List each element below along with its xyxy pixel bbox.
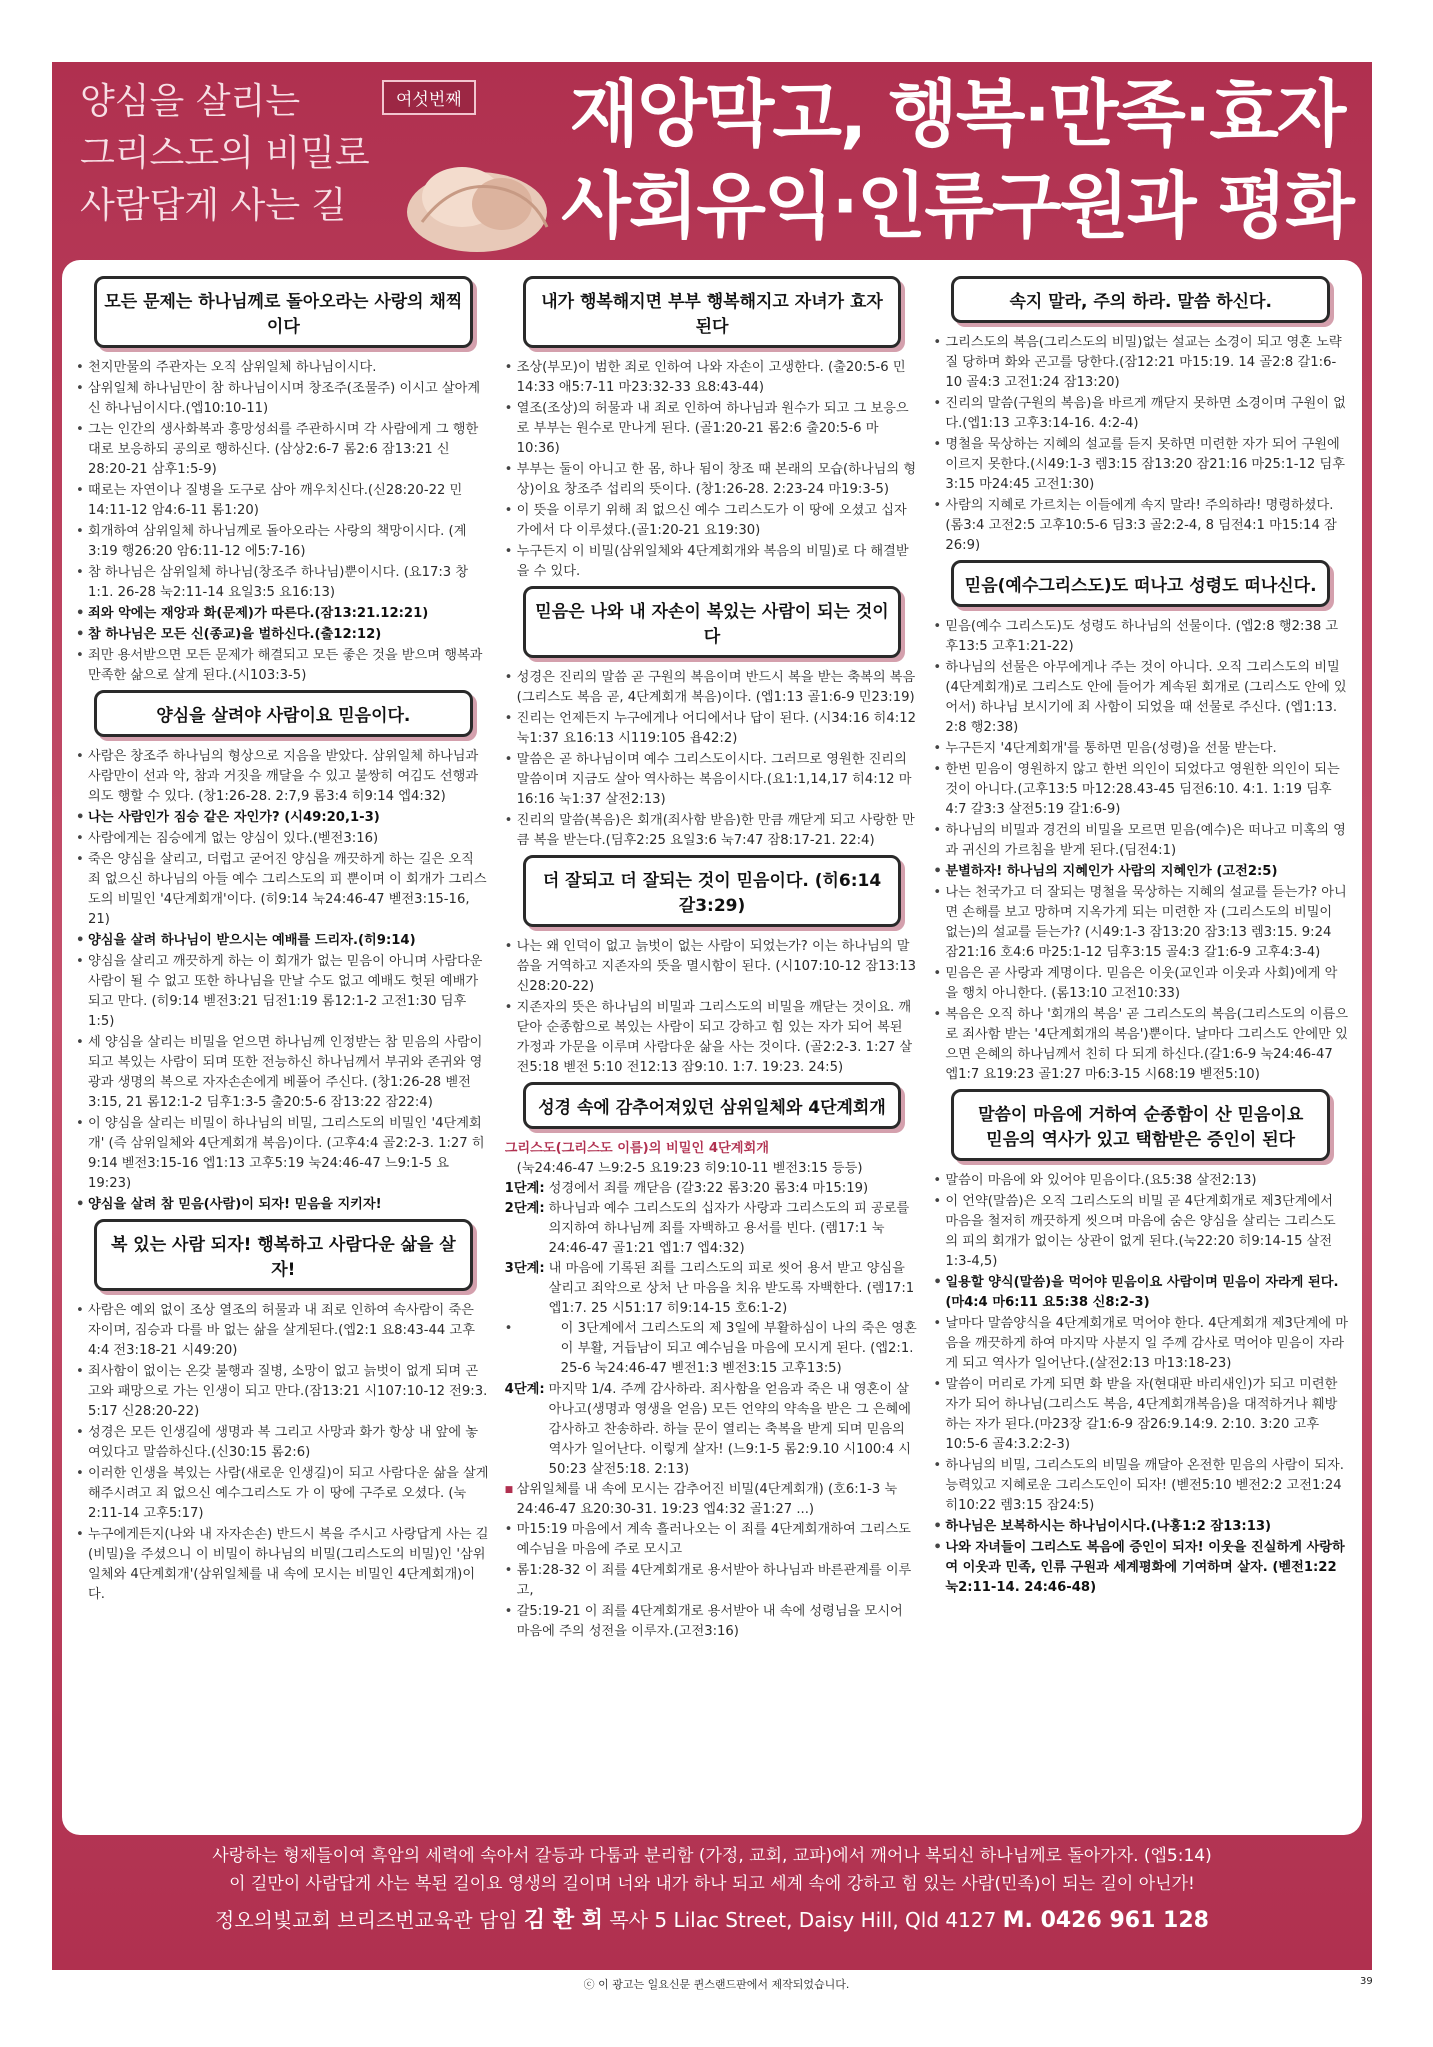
list-item: • 양심을 살려 참 믿음(사람)이 되자! 믿음을 지키자! — [76, 1195, 491, 1215]
subtitle-line: 양심을 살리는 — [80, 81, 301, 122]
list-item: • 누구든지 '4단계회개'를 통하면 믿음(성령)을 선물 받는다. — [933, 739, 1348, 759]
praying-hands-image — [382, 142, 562, 257]
step-text: 내 마음에 기록된 죄를 그리스도의 피로 씻어 용서 받고 양심을 살리고 죄악으로 상처 난 마음을 치유 받도록 자백한다. (렘17:1 엡1:7. 25 시51:17 히9:14-15 호6:1-2) — [548, 1261, 915, 1316]
section-title: 믿음은 나와 내 자손이 복있는 사람이 되는 것이다 — [523, 586, 902, 658]
footer-line: 이 길만이 사람답게 사는 복된 길이요 영생의 길이며 너와 내가 하나 되고 세계 속에 강하고 힘 있는 사람(민족)이 되는 길이 아닌가! — [229, 1874, 1195, 1894]
address: 5 Lilac Street, Daisy Hill, Qld 4127 — [654, 1908, 997, 1932]
step-3 — [505, 1259, 920, 1319]
list-item: • 진리의 말씀(복음)은 회개(죄사함 받음)한 만큼 깨닫게 되고 사랑한 만큼 복을 받는다.(딤후2:25 요일3:6 눅7:47 잠8:17-21. 22:4) — [505, 811, 920, 851]
list-item: • 부부는 둘이 아니고 한 몸, 하나 됨이 창조 때 본래의 모습(하나님의 형상)이요 창조주 섭리의 뜻이다. (창1:26-28. 2:23-24 마19:3-5) — [505, 460, 920, 500]
ad-frame — [52, 62, 1372, 1970]
section-title — [951, 1089, 1330, 1161]
column-3 — [933, 272, 1348, 1827]
list-item: • 나는 천국가고 더 잘되는 명철을 묵상하는 지혜의 설교를 듣는가? 아니면 손해를 보고 망하며 지옥가게 되는 미련한 자 (그리스도의 비밀이 없는)의 설교를 듣는가? (시49:1-3 잠13:20 잠3:13 렘3:15. 9:24 잠21:16 호4:6 마25:1-12 딤후3:15 골4:3 갈1:6-9 고후4:3-4) — [933, 883, 1348, 963]
footer — [52, 1842, 1372, 1970]
section-title: 복 있는 사람 되자! 행복하고 사람다운 삶을 살자! — [94, 1219, 473, 1291]
list-item: • 사람에게는 짐승에게 없는 양심이 있다.(벧전3:16) — [76, 829, 491, 849]
list-item: • 하나님의 선물은 아무에게나 주는 것이 아니다. 오직 그리스도의 비밀(4단계회개)로 그리스도 안에 들어가 계속된 회개로 (그리스도 안에 있어서) 하나님 보시기에 죄 사함이 되었을 때 선물로 주신다. (엡1:13. 2:8 행2:38) — [933, 658, 1348, 738]
list-item: • 믿음은 곧 사랑과 계명이다. 믿음은 이웃(교인과 이웃과 사회)에게 악을 행치 아니한다. (롬13:10 고전10:33) — [933, 964, 1348, 1004]
list-item: • 참 하나님은 삼위일체 하나님(창조주 하나님)뿐이시다. (요17:3 창1:1. 26-28 눅2:11-14 요일3:5 요16:13) — [76, 563, 491, 603]
list-item: • 열조(조상)의 허물과 내 죄로 인하여 하나님과 원수가 되고 그 보응으로 부부는 원수로 만나게 된다. (골1:20-21 롬2:6 출20:5-6 마10:36) — [505, 399, 920, 459]
list-item: • 그는 인간의 생사화복과 흥망성쇠를 주관하시며 각 사람에게 그 행한 대로 보응하되 공의로 행하신다. (삼상2:6-7 롬2:6 잠13:21 신28:20-21 삼후1:5-9) — [76, 420, 491, 480]
section-title: 더 잘되고 더 잘되는 것이 믿음이다. (히6:14 갈3:29) — [523, 855, 902, 927]
red-heading: 그리스도(그리스도 이름)의 비밀인 4단계회개 — [504, 1141, 769, 1156]
step-text: 마지막 1/4. 주께 감사하라. 죄사함을 얻음과 죽은 내 영혼이 살아나고(생명과 영생을 얻음) 모든 언약의 약속을 받은 그 은혜에 감사하고 찬송하라. 하늘 문이 열리는 축복을 받게 되며 믿음의 역사가 일어난다. 이렇게 살자! (느9:1-5 롬2:9.10 시100:4 시50:23 살전5:18. 2:13) — [548, 1382, 912, 1477]
section-title: 양심을 살려야 사람이요 믿음이다. — [94, 690, 473, 737]
list-item: • 말씀이 마음에 와 있어야 믿음이다.(요5:38 살전2:13) — [933, 1171, 1348, 1191]
list-item: • 한번 믿음이 영원하지 않고 한번 의인이 되었다고 영원한 의인이 되는 것이 아니다.(고후13:5 마12:28.43-45 딤전6:10. 4:1. 1:19 딤후4:7 갈3:3 살전5:19 갈1:6-9) — [933, 760, 1348, 820]
subtitle — [80, 76, 400, 232]
header — [52, 62, 1372, 260]
list-item: • 양심을 살리고 깨끗하게 하는 이 회개가 없는 믿음이 아니며 사람다운 사람이 될 수 없고 또한 하나님을 만날 수도 없고 예배도 헛된 예배가 되고 만다. (히9:14 벧전3:21 딤전1:19 롬12:1-2 고전1:30 딤후1:5) — [76, 952, 491, 1032]
list-item: • 일용할 양식(말씀)을 먹어야 믿음이요 사람이며 믿음이 자라게 된다.(마4:4 마6:11 요5:38 신8:2-3) — [933, 1273, 1348, 1313]
headline-line: 사회유익·인류구원과 평화 — [561, 164, 1353, 248]
list-item: • 복음은 오직 하나 '회개의 복음' 곧 그리스도의 복음(그리스도의 이름으로 죄사함 받는 '4단계회개의 복음')뿐이다. 날마다 그리스도 안에만 있으면 은혜의 하나님께서 친히 다 되게 하신다.(갈1:6-9 눅24:46-47 엡1:7 요19:23 골1:27 마6:3-15 시68:19 벧전5:10) — [933, 1005, 1348, 1085]
list-item: • 누구에게든지(나와 내 자자손손) 반드시 복을 주시고 사랑답게 사는 길(비밀)을 주셨으니 이 비밀이 하나님의 비밀(그리스도의 비밀)인 '삼위일체와 4단계회개'(삼위일체를 내 속에 모시는 비밀인 4단계회개)이다. — [76, 1525, 491, 1605]
step-4 — [505, 1380, 920, 1480]
step-1 — [505, 1179, 920, 1199]
list-item: • 천지만물의 주관자는 오직 삼위일체 하나님이시다. — [76, 358, 491, 378]
credit-line: ⓒ 이 광고는 일요신문 퀸스랜드판에서 제작되었습니다. — [583, 1978, 850, 1991]
list-item: • 죄와 악에는 재앙과 화(문제)가 따른다.(잠13:21.12:21) — [76, 604, 491, 624]
list-item: • 회개하여 삼위일체 하나님께로 돌아오라는 사랑의 책망이시다. (계3:19 행26:20 암6:11-12 에5:7-16) — [76, 522, 491, 562]
list-item: • 이 언약(말씀)은 오직 그리스도의 비밀 곧 4단계회개로 제3단계에서 마음을 철저히 깨끗하게 씻으며 마음에 숨은 양심을 살리는 그리스도의 피의 회개가 없이는 상관이 없게 된다.(눅22:20 히9:14-15 살전1:3-4,5) — [933, 1192, 1348, 1272]
list-item: • 롬1:28-32 이 죄를 4단계회개로 용서받아 하나님과 바른관계를 이루고, — [505, 1561, 920, 1601]
list-item: • 사람의 지혜로 가르치는 이들에게 속지 말라! 주의하라! 명령하셨다. (롬3:4 고전2:5 고후10:5-6 딤3:3 골2:2-4, 8 딤전4:1 마15:14 잠26:9) — [933, 496, 1348, 556]
list-item: • 양심을 살려 하나님이 받으시는 예배를 드리자.(히9:14) — [76, 931, 491, 951]
list-item: • 세 양심을 살리는 비밀을 얻으면 하나님께 인정받는 참 믿음의 사람이 되고 복있는 사람이 되며 또한 전능하신 하나님께서 부귀와 존귀와 영광과 생명의 복으로 자자손손에게 베풀어 주신다. (창1:26-28 벧전3:15, 21 롬12:1-2 딤후1:3-5 출20:5-6 잠13:22 잠22:4) — [76, 1033, 491, 1113]
list-item: • 이 양심을 살리는 비밀이 하나님의 비밀, 그리스도의 비밀인 '4단계회개' (즉 삼위일체와 4단계회개 복음)이다. (고후4:4 골2:2-3. 1:27 히9:14 벧전3:15-16 엡1:13 고후5:19 눅24:46-47 느9:1-5 요19:23) — [76, 1114, 491, 1194]
list-item: • 하나님은 보복하시는 하나님이시다.(나홍1:2 잠13:13) — [933, 1517, 1348, 1537]
subtitle-line: 사람답게 사는 길 — [80, 185, 347, 226]
list-item: • 하나님의 비밀과 경건의 비밀을 모르면 믿음(예수)은 떠나고 미혹의 영과 귀신의 가르침을 받게 된다.(딤전4:1) — [933, 821, 1348, 861]
series-badge: 여섯번째 — [382, 80, 476, 115]
list-item: • 이 뜻을 이루기 위해 죄 없으신 예수 그리스도가 이 땅에 오셨고 십자가에서 다 이루셨다.(골1:20-21 요19:30) — [505, 501, 920, 541]
list-item: • 때로는 자연이나 질병을 도구로 삼아 깨우치신다.(신28:20-22 민14:11-12 암4:6-11 롬1:20) — [76, 481, 491, 521]
reference-text: (눅24:46-47 느9:2-5 요19:23 히9:10-11 벧전3:15 등등) — [516, 1161, 863, 1176]
list-item: • 나는 사람인가 짐승 같은 자인가? (시49:20,1-3) — [76, 808, 491, 828]
list-item: • 참 하나님은 모든 신(종교)을 벌하신다.(출12:12) — [76, 625, 491, 645]
list-item: • 지존자의 뜻은 하나님의 비밀과 그리스도의 비밀을 깨닫는 것이요. 깨닫아 순종함으로 복있는 사람이 되고 강하고 힘 있는 자가 되어 복된 가정과 가문을 이루며 사람다운 삶을 사는 것이다. (골2:2-3. 1:27 살전5:18 벧전 5:10 전12:13 잠9:10. 1:7. 19:23. 24:5) — [505, 998, 920, 1078]
section-title: 속지 말라, 주의 하라. 말씀 하신다. — [951, 276, 1330, 323]
list-item: • 죄만 용서받으면 모든 문제가 해결되고 모든 좋은 것을 받으며 행복과 만족한 삶으로 살게 된다.(시103:3-5) — [76, 646, 491, 686]
list-item: • 죽은 양심을 살리고, 더럽고 굳어진 양심을 깨끗하게 하는 길은 오직 죄 없으신 하나님의 아들 예수 그리스도의 피 뿐이며 이 회개가 그리스도의 비밀인 '4단계회개'이다. (히9:14 눅24:46-47 벧전3:15-16, 21) — [76, 850, 491, 930]
section-title: 믿음(예수그리스도)도 떠나고 성령도 떠나신다. — [951, 560, 1330, 607]
section-title-line: 말씀이 마음에 거하여 순종함이 산 믿음이요 — [978, 1105, 1304, 1125]
step-label: 4단계: — [504, 1382, 545, 1397]
list-item: • 진리는 언제든지 누구에게나 어디에서나 답이 된다. (시34:16 히4:12 눅1:37 요16:13 시119:105 욥42:2) — [505, 709, 920, 749]
list-item: • 나는 왜 인덕이 없고 늙벗이 없는 사람이 되었는가? 이는 하나님의 말씀을 거역하고 지존자의 뜻을 멸시함이 된다. (시107:10-12 잠13:13 신28:20-22) — [505, 937, 920, 997]
step-3-note: • 이 3단계에서 그리스도의 제 3일에 부활하심이 나의 죽은 영혼이 부활, 거듭남이 되고 예수님을 마음에 모시게 된다. (엡2:1. 25-6 눅24:46-47 벧전1:3 벧전3:15 고후13:5) — [505, 1319, 920, 1379]
list-item: • 하나님의 비밀, 그리스도의 비밀을 깨달아 온전한 믿음의 사람이 되자. 능력있고 지혜로운 그리스도인이 되자! (벧전5:10 벧전2:2 고전1:24 히10:22 렘3:15 잠24:5) — [933, 1456, 1348, 1516]
list-item: • 이러한 인생을 복있는 사람(새로운 인생길)이 되고 사람다운 삶을 살게 해주시려고 죄 없으신 예수그리스도 가 이 땅에 구주로 오셨다. (눅2:11-14 고후5:17) — [76, 1464, 491, 1524]
list-item: • 사람은 예외 없이 조상 열조의 허물과 내 죄로 인하여 속사람이 죽은 자이며, 짐승과 다를 바 없는 삶을 살게된다.(엡2:1 요8:43-44 고후4:4 전3:18-21 시49:20) — [76, 1301, 491, 1361]
section-title-line: 믿음의 역사가 있고 택함받은 증인이 된다 — [986, 1130, 1296, 1150]
list-item: • 삼위일체 하나님만이 참 하나님이시며 창조주(조물주) 이시고 살아계신 하나님이시다.(엡10:10-11) — [76, 379, 491, 419]
section-title: 모든 문제는 하나님께로 돌아오라는 사랑의 채찍이다 — [94, 276, 473, 348]
list-item: • 조상(부모)이 범한 죄로 인하여 나와 자손이 고생한다. (출20:5-6 민14:33 애5:7-11 마23:32-33 요8:43-44) — [505, 358, 920, 398]
contact-line — [52, 1902, 1372, 1939]
body-panel — [62, 260, 1362, 1835]
list-item: • 사람은 창조주 하나님의 형상으로 지음을 받았다. 삼위일체 하나님과 사람만이 선과 악, 참과 거짓을 깨달을 수 있고 불쌍히 여김도 선행과 의도 행할 수 있다. (창1:26-28. 2:7,9 롬3:4 히9:14 엡4:32) — [76, 747, 491, 807]
section-title: 성경 속에 감추어져있던 삼위일체와 4단계회개 — [523, 1082, 902, 1129]
subtitle-line: 그리스도의 비밀로 — [80, 133, 370, 174]
step-label: 3단계: — [504, 1261, 545, 1276]
footer-line: 사랑하는 형제들이여 흑암의 세력에 속아서 갈등과 다툼과 분리함 (가정, 교회, 교파)에서 깨어나 복되신 하나님께로 돌아가자. (엡5:14) — [212, 1846, 1212, 1866]
list-item: ■ 삼위일체를 내 속에 모시는 감추어진 비밀(4단계회개) (호6:1-3 눅24:46-47 요20:30-31. 19:23 엡4:32 골1:27 ...) — [505, 1480, 920, 1520]
step-2 — [505, 1199, 920, 1259]
section-title: 내가 행복해지면 부부 행복해지고 자녀가 효자 된다 — [523, 276, 902, 348]
list-item: • 말씀이 머리로 가게 되면 화 받을 자(현대판 바리새인)가 되고 미련한 자가 되어 하나님(그리스도 복음, 4단계회개복음)을 대적하거나 훼방하는 자가 된다.(마23장 갈1:6-9 잠26:9.14:9. 2:10. 3:20 고후10:5-6 골4:3.2:2-3) — [933, 1375, 1348, 1455]
list-item: • 성경은 진리의 말씀 곧 구원의 복음이며 반드시 복을 받는 축복의 복음(그리스도 복음 곧, 4단계회개 복음)이다. (엡1:13 골1:6-9 민23:19) — [505, 668, 920, 708]
pastor-name: 김 환 희 — [523, 1908, 603, 1933]
step-label: 1단계: — [504, 1181, 545, 1196]
list-item: • 날마다 말씀양식을 4단계회개로 먹어야 한다. 4단계회개 제3단계에 마음을 깨끗하게 하여 마지막 사분지 일 주께 감사로 먹어야 믿음이 자라게 되고 역사가 일어난다.(살전2:13 마13:18-23) — [933, 1314, 1348, 1374]
list-item: • 죄사함이 없이는 온갖 불행과 질병, 소망이 없고 늙벗이 없게 되며 곤고와 패망으로 가는 인생이 되고 만다.(잠13:21 시107:10-12 전9:3. 5:17 신28:20-22) — [76, 1362, 491, 1422]
page-number: 39 — [1360, 1976, 1373, 1987]
step-text: 하나님과 예수 그리스도의 십자가 사랑과 그리스도의 피 공로를 의지하여 하나님께 죄를 자백하고 용서를 빈다. (렘17:1 눅24:46-47 골1:21 엡1:7 엡4:32) — [548, 1201, 910, 1256]
headline-line: 재앙막고, 행복·만족·효자 — [569, 72, 1345, 156]
list-item: • 누구든지 이 비밀(삼위일체와 4단계회개와 복음의 비밀)로 다 해결받을 수 있다. — [505, 542, 920, 582]
list-item: • 분별하자! 하나님의 지혜인가 사람의 지혜인가 (고전2:5) — [933, 862, 1348, 882]
list-item: • 갈5:19-21 이 죄를 4단계회개로 용서받아 내 속에 성령님을 모시어 마음에 주의 성전을 이루자.(고전3:16) — [505, 1602, 920, 1642]
list-item: • 나와 자녀들이 그리스도 복음에 증인이 되자! 이웃을 진실하게 사랑하여 이웃과 민족, 인류 구원과 세계평화에 기여하며 살자. (벧전1:22 눅2:11-14. 24:46-48) — [933, 1538, 1348, 1598]
phone-number: M. 0426 961 128 — [1002, 1908, 1209, 1933]
headline — [552, 68, 1362, 252]
column-1 — [76, 272, 491, 1827]
list-item: • 말씀은 곧 하나님이며 예수 그리스도이시다. 그러므로 영원한 진리의 말씀이며 지금도 살아 역사하는 복음이시다.(요1:1,14,17 히4:12 마16:16 눅1:37 살전2:13) — [505, 750, 920, 810]
pastor-label: 담임 — [478, 1908, 518, 1932]
list-item: • 마15:19 마음에서 계속 흘러나오는 이 죄를 4단계회개하여 그리스도 예수님을 마음에 주로 모시고 — [505, 1520, 920, 1560]
church-name: 정오의빛교회 브리즈번교육관 — [215, 1908, 473, 1932]
list-item: • 성경은 모든 인생길에 생명과 복 그리고 사망과 화가 항상 내 앞에 놓여있다고 말씀하신다.(신30:15 롬2:6) — [76, 1423, 491, 1463]
step-text: 성경에서 죄를 깨닫음 (갈3:22 롬3:20 롬3:4 마15:19) — [548, 1181, 869, 1196]
list-item: • 명철을 묵상하는 지혜의 설교를 듣지 못하면 미련한 자가 되어 구원에 이르지 못한다.(시49:1-3 렘3:15 잠13:20 잠21:16 마25:1-12 딤후3:15 마24:45 고전1:30) — [933, 435, 1348, 495]
list-item: • 진리의 말씀(구원의 복음)을 바르게 깨닫지 못하면 소경이며 구원이 없다.(엡1:13 고후3:14-16. 4:2-4) — [933, 394, 1348, 434]
column-2 — [505, 272, 920, 1827]
list-item: • 믿음(예수 그리스도)도 성령도 하나님의 선물이다. (엡2:8 행2:38 고후13:5 고후1:21-22) — [933, 617, 1348, 657]
list-item: • 그리스도의 복음(그리스도의 비밀)없는 설교는 소경이 되고 영혼 노략질 당하며 화와 곤고를 당한다.(잠12:21 마15:19. 14 골2:8 갈1:6-10 골4:3 고전1:24 잠13:20) — [933, 333, 1348, 393]
step-label: 2단계: — [504, 1201, 545, 1216]
pastor-title: 목사 — [609, 1908, 648, 1932]
